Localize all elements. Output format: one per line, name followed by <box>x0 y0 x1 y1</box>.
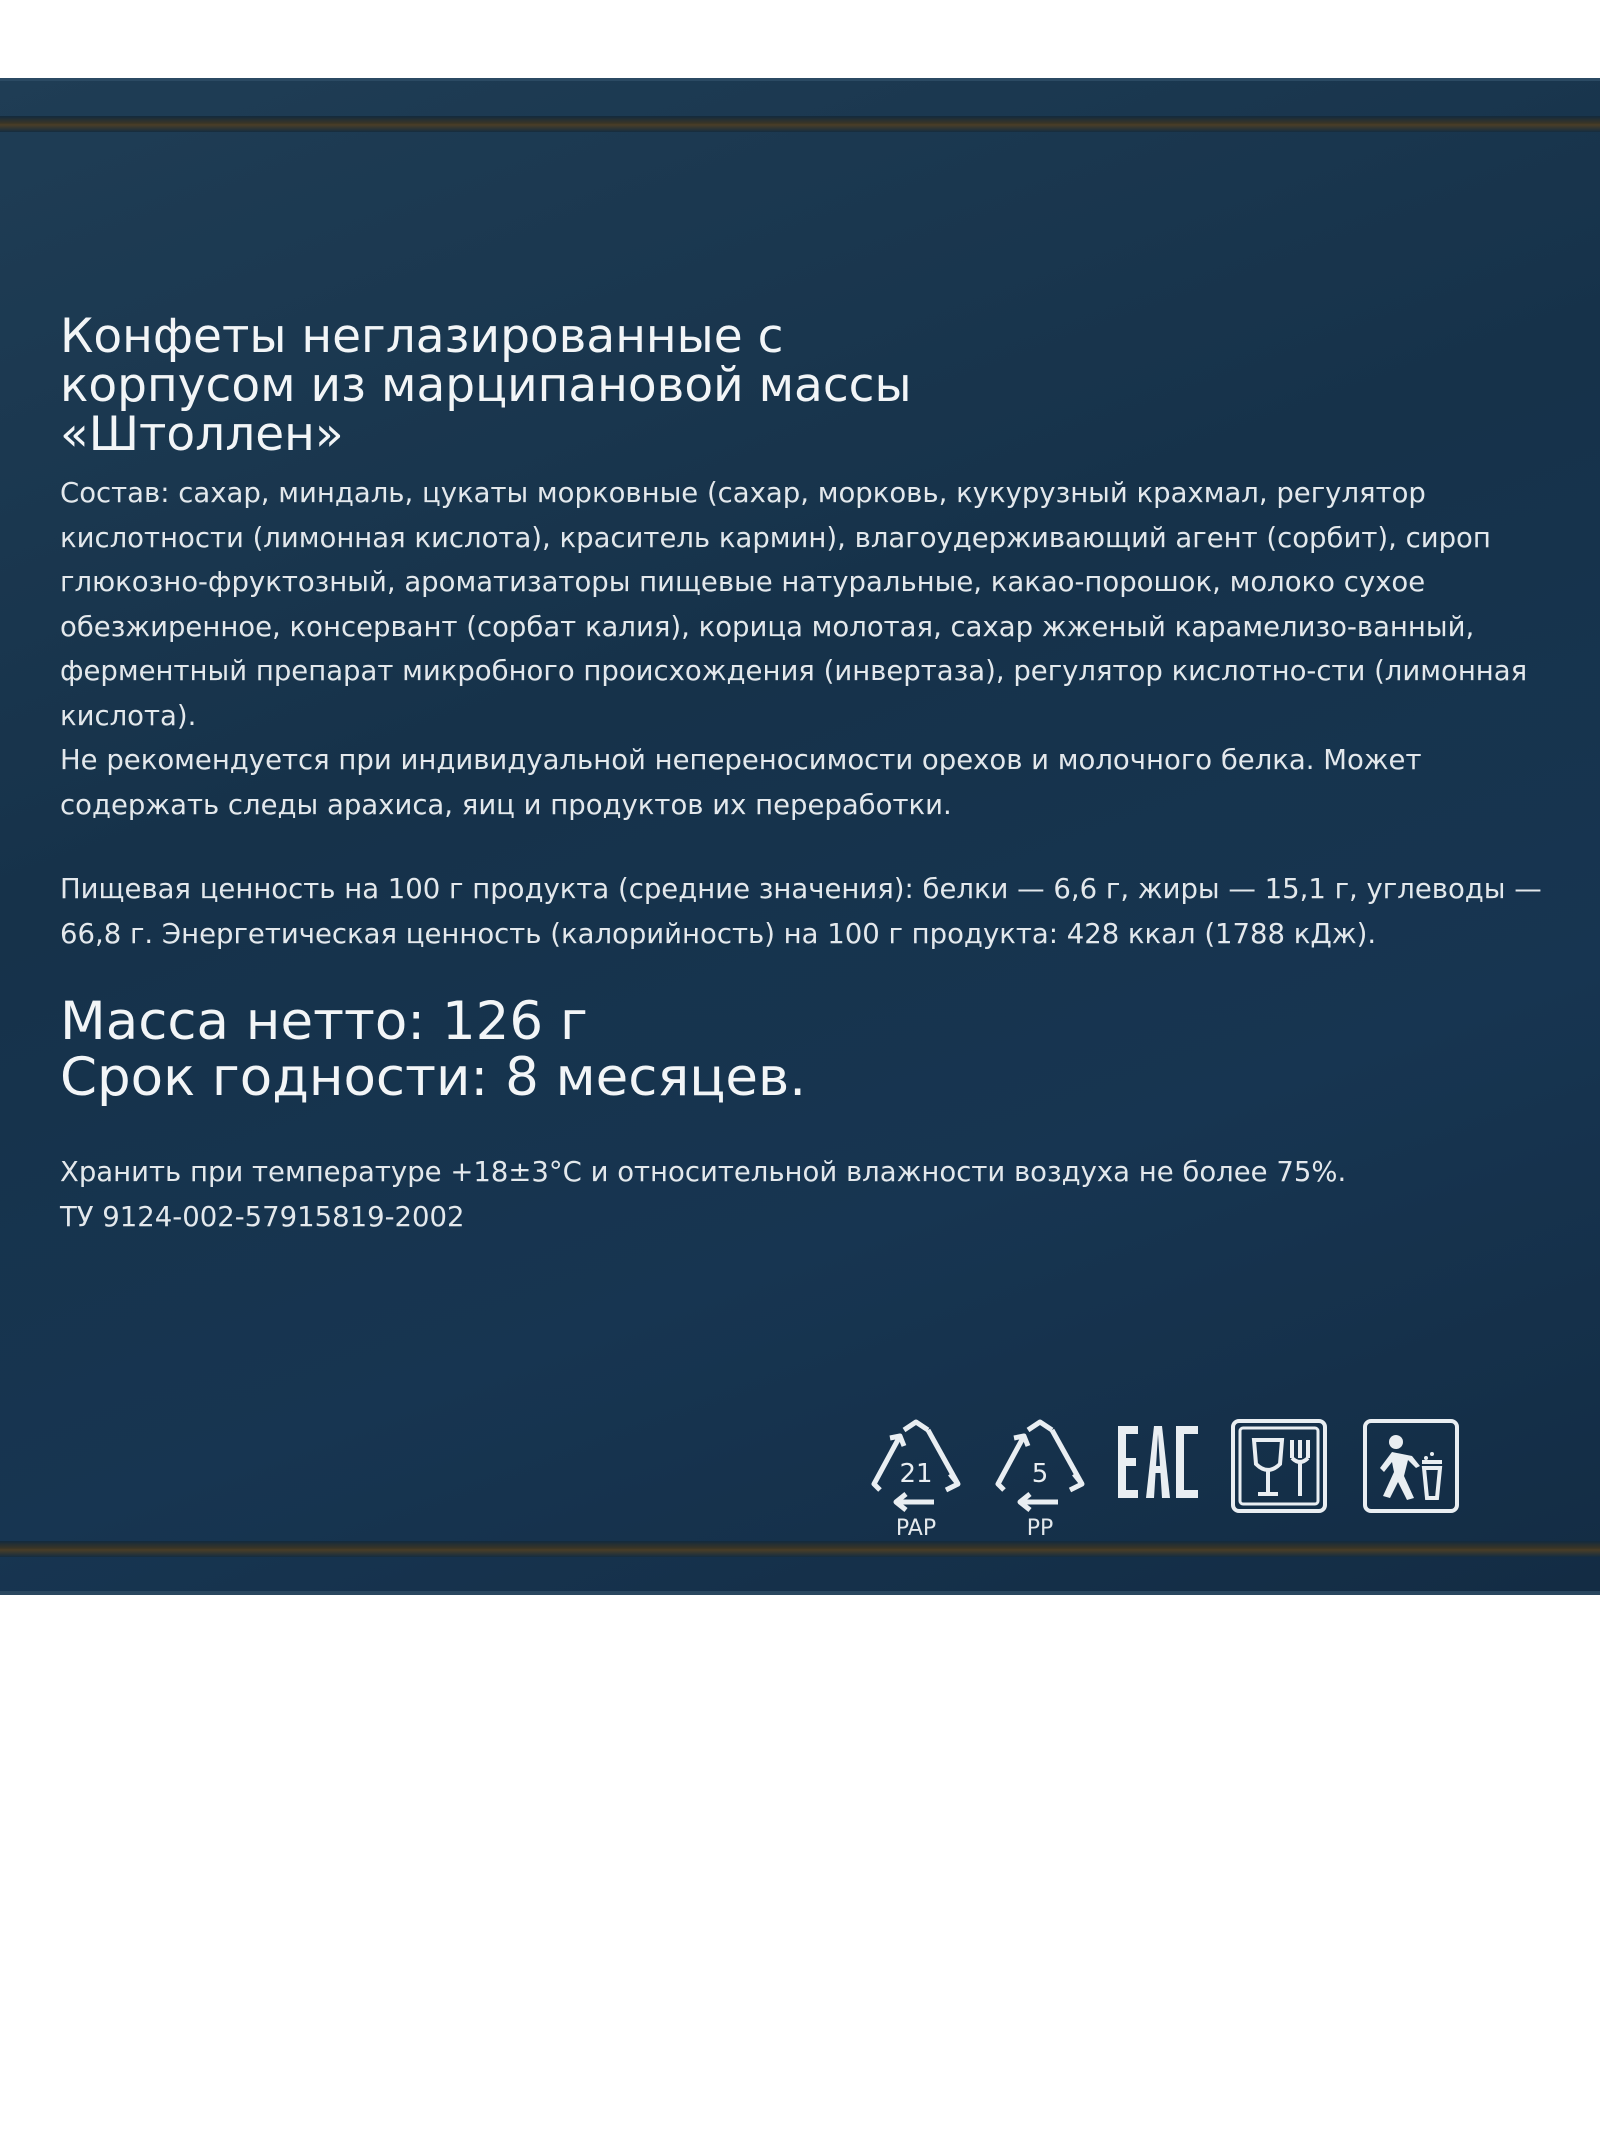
tidyman-icon <box>1362 1418 1460 1514</box>
food-contact-icon <box>1230 1418 1328 1514</box>
technical-standard: ТУ 9124-002-57915819-2002 <box>60 1200 465 1233</box>
allergen-warning: Не рекомендуется при индивидуальной непереносимости орехов и молочного белка. Может содержать следы арахиса, яиц и продуктов их переработки. <box>60 744 1422 821</box>
shelf-life: Срок годности: 8 месяцев. <box>60 1047 807 1108</box>
package-panel <box>0 78 1600 1595</box>
decorative-band-bottom <box>0 1541 1600 1557</box>
recycle-pp-icon <box>990 1418 1090 1541</box>
storage-conditions: Хранить при температуре +18±3°C и относительной влажности воздуха не более 75%. <box>60 1156 1347 1188</box>
product-title: Конфеты неглазированные с корпусом из марципановой массы «Штоллен» <box>60 309 912 462</box>
composition-text: Состав: сахар, миндаль, цукаты морковные (сахар, морковь, кукурузный крахмал, регулятор кислотности (лимонная кислота), краситель кармин), влагоудерживающий агент (сорбит), сироп глюкозно-фруктозный, ароматизаторы пищевые натуральные, какао-порошок, молоко сухое обезжиренное, консервант (сорбат калия), корица молотая, сахар жженый карамелизо-ванный, ферментный препарат микробного происхождения (инвертаза), регулятор кислотно-сти (лимонная кислота). <box>60 477 1528 732</box>
recycle-code: PP <box>1026 1516 1054 1541</box>
recycle-number: 5 <box>1031 1459 1049 1489</box>
eac-mark-icon <box>1116 1418 1200 1508</box>
recycle-code: PAP <box>895 1516 937 1541</box>
recycle-number: 21 <box>899 1459 933 1489</box>
net-weight: Масса нетто: 126 г <box>60 991 588 1052</box>
nutrition-facts: Пищевая ценность на 100 г продукта (средние значения): белки — 6,6 г, жиры — 15,1 г, углеводы — 66,8 г. Энергетическая ценность (калорийность) на 100 г продукта: 428 ккал (1788 кДж). <box>60 873 1542 950</box>
label-text-block <box>60 221 1560 1239</box>
decorative-band-top <box>0 116 1600 132</box>
recycle-pap-icon <box>866 1418 966 1541</box>
